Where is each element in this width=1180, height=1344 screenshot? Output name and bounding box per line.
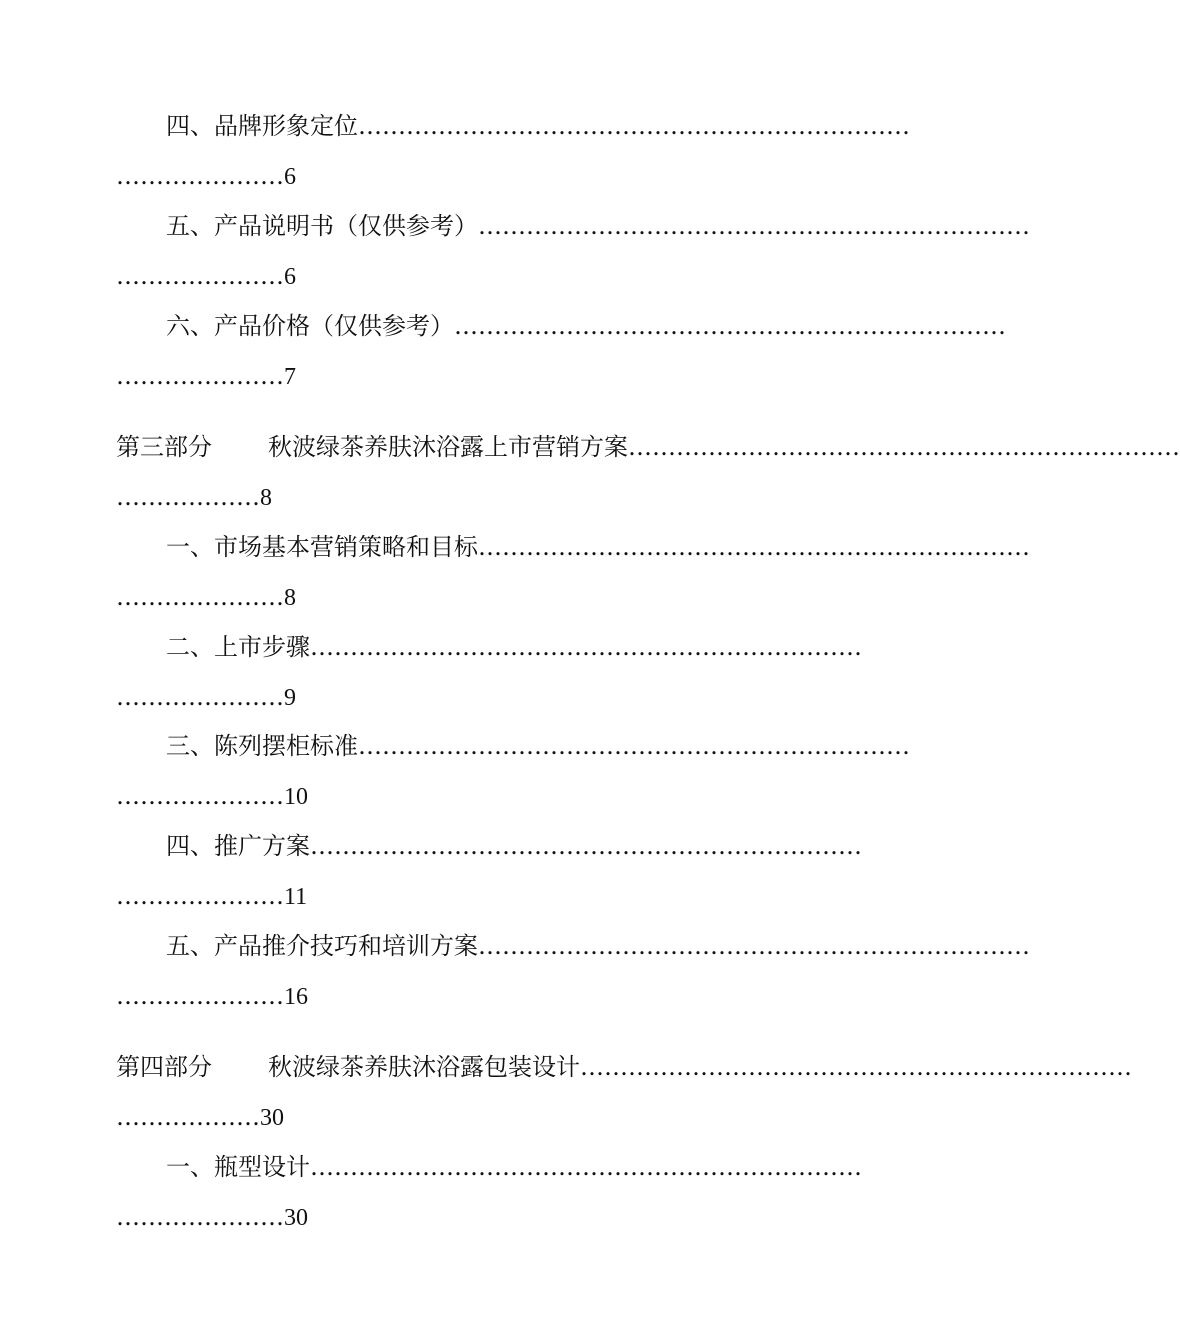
dot-leader: ……………… xyxy=(116,1103,260,1131)
toc-entry-continuation xyxy=(116,158,856,194)
toc-entry-title: 一、市场基本营销策略和目标 xyxy=(166,533,478,561)
toc-part-label: 第三部分 xyxy=(116,433,212,461)
toc-part-label: 第四部分 xyxy=(116,1053,212,1081)
dot-leader: …………………………………………………………… xyxy=(478,932,1030,960)
dot-leader: …………………………………………………………… xyxy=(310,633,862,661)
toc-entry-title: 五、产品说明书（仅供参考） xyxy=(166,212,478,240)
toc-entry-line xyxy=(166,1149,862,1185)
toc-entry-line xyxy=(166,529,1030,565)
dot-leader: ………………… xyxy=(116,782,284,810)
toc-entry-line xyxy=(166,928,1030,964)
dot-leader: ………………… xyxy=(116,162,284,190)
toc-entry-continuation xyxy=(116,679,856,715)
toc-page-number: 7 xyxy=(284,364,296,390)
toc-entry-continuation xyxy=(116,579,856,615)
toc-entry-title: 四、推广方案 xyxy=(166,832,310,860)
toc-part-line xyxy=(116,1049,1132,1085)
dot-leader: …………………………………………………………… xyxy=(628,433,1180,461)
toc-entry-title: 二、上市步骤 xyxy=(166,633,310,661)
toc-entry-line xyxy=(166,308,1006,344)
toc-page-number: 9 xyxy=(284,685,296,711)
toc-page-number: 8 xyxy=(260,485,272,511)
dot-leader: …………………………………………………………… xyxy=(310,832,862,860)
toc-page-number: 8 xyxy=(284,585,296,611)
dot-leader: ………………… xyxy=(116,362,284,390)
toc-page-number: 30 xyxy=(260,1105,284,1131)
toc-entry-title: 一、瓶型设计 xyxy=(166,1153,310,1181)
toc-entry-line xyxy=(166,208,1030,244)
dot-leader: ……………… xyxy=(116,483,260,511)
toc-entry-continuation xyxy=(116,1199,856,1235)
toc-entry-line xyxy=(166,629,862,665)
toc-entry-continuation xyxy=(116,978,856,1014)
dot-leader: …………………………………………………………… xyxy=(454,312,1006,340)
toc-entry-continuation xyxy=(116,479,856,515)
toc-entry-title: 六、产品价格（仅供参考） xyxy=(166,312,454,340)
toc-entry-line xyxy=(166,108,910,144)
dot-leader: ………………… xyxy=(116,583,284,611)
toc-page-number: 16 xyxy=(284,984,308,1010)
dot-leader: …………………………………………………………… xyxy=(358,732,910,760)
toc-entry-title: 五、产品推介技巧和培训方案 xyxy=(166,932,478,960)
toc-page-number: 10 xyxy=(284,784,308,810)
toc-entry-continuation xyxy=(116,1099,856,1135)
toc-part-title: 秋波绿茶养肤沐浴露包装设计 xyxy=(268,1053,580,1081)
toc-page-number: 6 xyxy=(284,164,296,190)
dot-leader: …………………………………………………………… xyxy=(478,212,1030,240)
toc-part-title: 秋波绿茶养肤沐浴露上市营销方案 xyxy=(268,433,628,461)
toc-entry-line xyxy=(166,728,910,764)
dot-leader: …………………………………………………………… xyxy=(478,533,1030,561)
dot-leader: ………………… xyxy=(116,262,284,290)
toc-entry-continuation xyxy=(116,778,856,814)
toc-page-number: 11 xyxy=(284,884,308,910)
toc-entry-continuation xyxy=(116,878,856,914)
toc-entry-continuation xyxy=(116,358,856,394)
dot-leader: ………………… xyxy=(116,882,284,910)
toc-entry-continuation xyxy=(116,258,856,294)
toc-entry-title: 三、陈列摆柜标准 xyxy=(166,732,358,760)
toc-entry-line xyxy=(166,828,862,864)
dot-leader: ………………… xyxy=(116,683,284,711)
toc-page-number: 6 xyxy=(284,264,296,290)
dot-leader: …………………………………………………………… xyxy=(310,1153,862,1181)
toc-part-line xyxy=(116,429,1180,465)
toc-entry-title: 四、品牌形象定位 xyxy=(166,112,358,140)
toc-page-number: 30 xyxy=(284,1205,308,1231)
dot-leader: …………………………………………………………… xyxy=(358,112,910,140)
dot-leader: …………………………………………………………… xyxy=(580,1053,1132,1081)
dot-leader: ………………… xyxy=(116,1203,284,1231)
dot-leader: ………………… xyxy=(116,982,284,1010)
